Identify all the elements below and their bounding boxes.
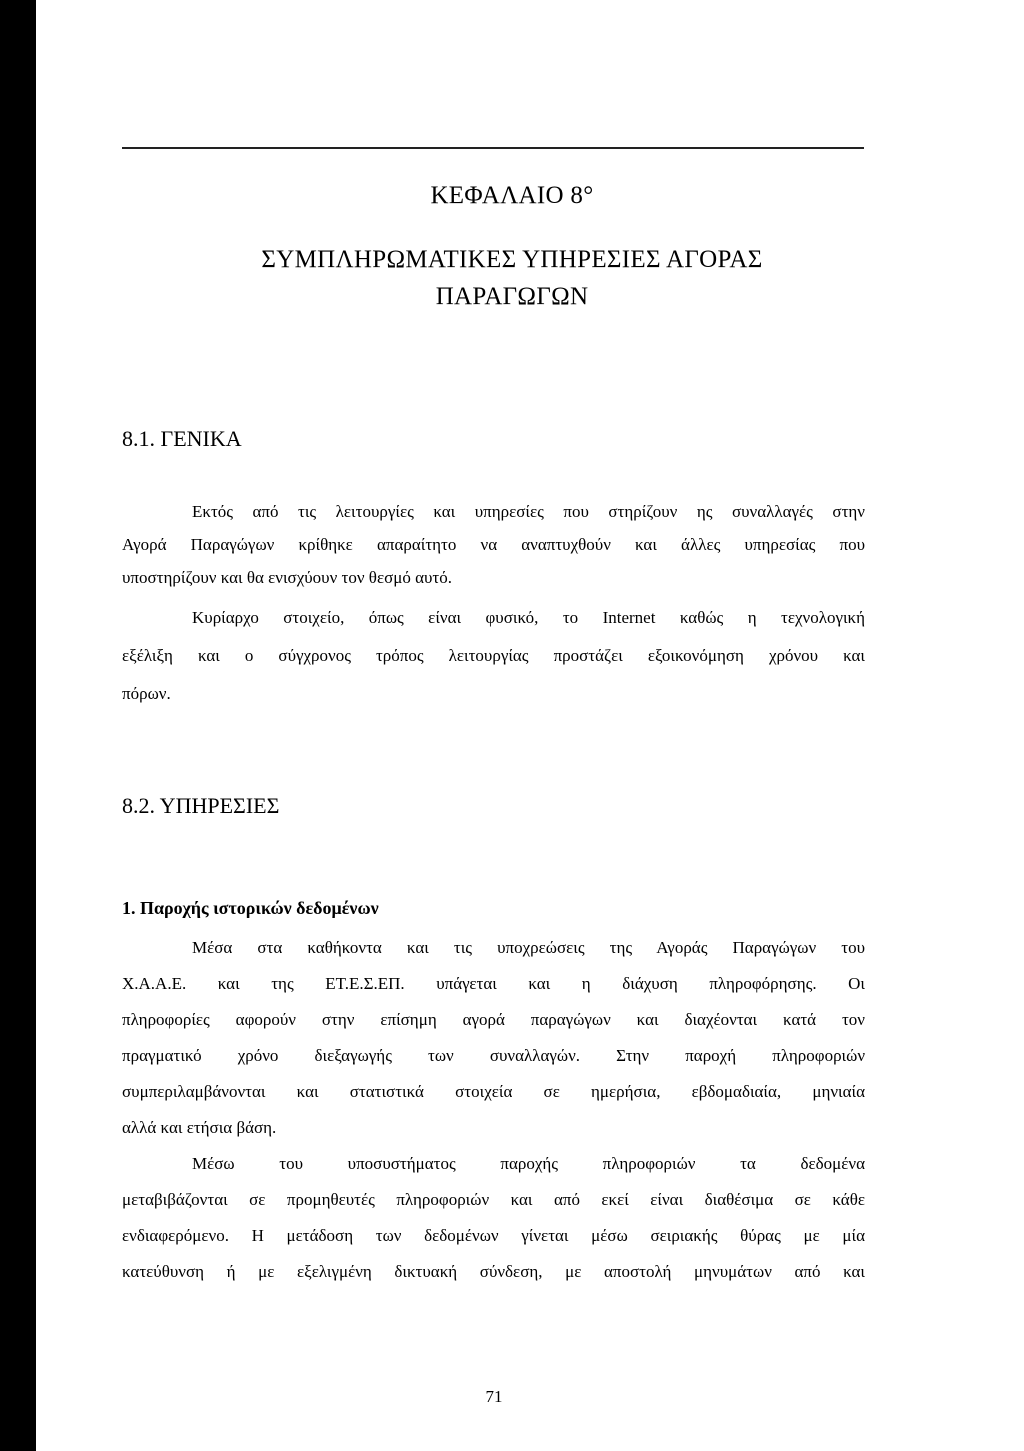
- paragraph-services-1: [122, 930, 865, 1146]
- text-line: Αγορά Παραγώγων κρίθηκε απαραίτητο να αναπτυχθούν και άλλες υπηρεσίας που: [122, 535, 865, 554]
- chapter-title-line2: ΠΑΡΑΓΩΓΩΝ: [435, 283, 589, 310]
- text-line: Εκτός από τις λειτουργίες και υπηρεσίες που στηρίζουν ης συναλλαγές στην: [192, 502, 865, 521]
- chapter-title-line1: ΣΥΜΠΛΗΡΩΜΑΤΙΚΕΣ ΥΠΗΡΕΣΙΕΣ ΑΓΟΡΑΣ: [261, 246, 763, 273]
- text-line: μεταβιβάζονται σε προμηθευτές πληροφοριών και από εκεί είναι διαθέσιμα σε κάθε: [122, 1190, 865, 1209]
- top-rule: [122, 147, 864, 149]
- paragraph-general-2: [122, 600, 865, 712]
- page-number: 71: [485, 1387, 503, 1406]
- item-heading-historical-data: 1. Παροχής ιστορικών δεδομένων: [122, 898, 379, 918]
- text-line: Μέσα στα καθήκοντα και τις υποχρεώσεις της Αγοράς Παραγώγων του: [192, 938, 865, 957]
- section-heading-services: 8.2. ΥΠΗΡΕΣΙΕΣ: [122, 793, 280, 818]
- text-line: εξέλιξη και ο σύγχρονος τρόπος λειτουργίας προστάζει εξοικονόμηση χρόνου και: [122, 646, 865, 665]
- text-line: αλλά και ετήσια βάση.: [122, 1118, 277, 1137]
- text-line: κατεύθυνση ή με εξελιγμένη δικτυακή σύνδεση, με αποστολή μηνυμάτων από και: [122, 1262, 865, 1281]
- text-line: πληροφορίες αφορούν στην επίσημη αγορά παραγώγων και διαχέονται κατά τον: [122, 1010, 865, 1029]
- text-line: ενδιαφερόμενο. Η μετάδοση των δεδομένων γίνεται μέσω σειριακής θύρας με μία: [122, 1226, 865, 1245]
- text-line: Μέσω του υποσυστήματος παροχής πληροφοριών τα δεδομένα: [192, 1154, 865, 1173]
- paragraph-services-2: [122, 1146, 865, 1290]
- paragraph-general-1: [122, 494, 865, 596]
- text-line: Χ.Α.Α.Ε. και της ΕΤ.Ε.Σ.ΕΠ. υπάγεται και η διάχυση πληροφόρησης. Οι: [122, 974, 865, 993]
- text-line: πραγματικό χρόνο διεξαγωγής των συναλλαγών. Στην παροχή πληροφοριών: [122, 1046, 865, 1065]
- text-line: υποστηρίζουν και θα ενισχύουν τον θεσμό αυτό.: [122, 568, 453, 587]
- chapter-number: ΚΕΦΑΛΑΙΟ 8°: [430, 182, 594, 209]
- text-line: συμπεριλαμβάνονται και στατιστικά στοιχεία σε ημερήσια, εβδομαδιαία, μηνιαία: [122, 1082, 865, 1101]
- text-line: πόρων.: [122, 684, 171, 703]
- text-line: Κυρίαρχο στοιχείο, όπως είναι φυσικό, το Internet καθώς η τεχνολογική: [192, 608, 865, 627]
- section-heading-general: 8.1. ΓΕΝΙΚΑ: [122, 426, 242, 451]
